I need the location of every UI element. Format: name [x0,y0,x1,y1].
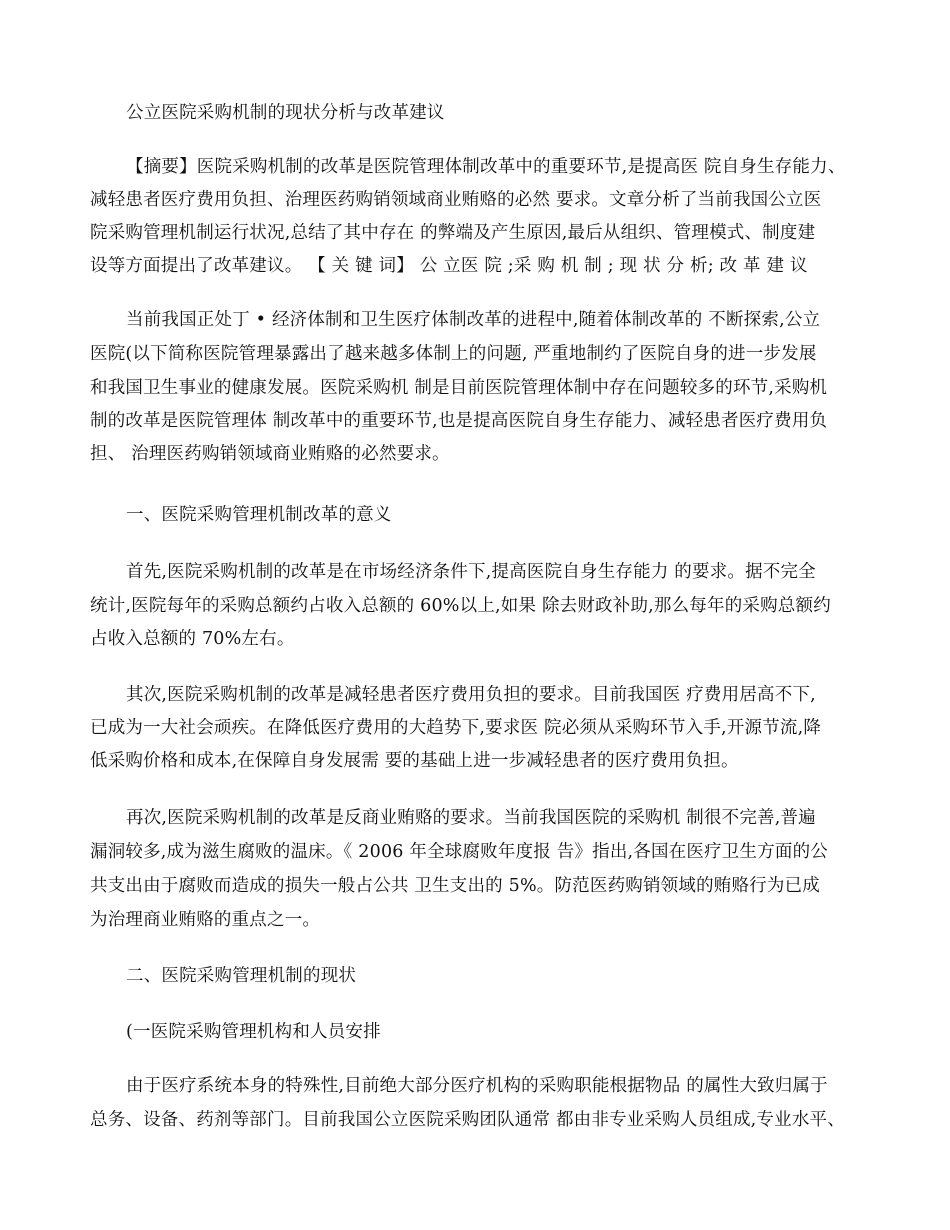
abstract-line: 【摘要】医院采购机制的改革是医院管理体制改革中的重要环节,是提高医 院自身生存能力、 [126,157,846,177]
section-heading: 二、医院采购管理机制的现状 [126,966,357,986]
paragraph-line: 首先,医院采购机制的改革是在市场经济条件下,提高医院自身生存能力 的要求。据不完全 [126,562,816,582]
paragraph-line: 漏洞较多,成为滋生腐败的温床。《 2006 年全球腐败年度报 告》指出,各国在医疗卫生方面的公 [90,842,828,862]
paragraph-line: 总务、设备、药剂等部门。目前我国公立医院采购团队通常 都由非专业采购人员组成,专业水平、 [90,1110,845,1130]
abstract-line: 减轻患者医疗费用负担、治理医药购销领域商业贿赂的必然 要求。文章分析了当前我国公立医 [90,190,822,210]
intro-line: 医院(以下简称医院管理暴露出了越来越多体制上的问题, 严重地制约了医院自身的进一步发展 [90,344,817,364]
paragraph-line: 占收入总额的 70%左右。 [90,629,295,649]
abstract-line: 院采购管理机制运行状况,总结了其中存在 的弊端及产生原因,最后从组织、管理模式、制度建 [90,223,816,243]
paragraph-line: 由于医疗系统本身的特殊性,目前绝大部分医疗机构的采购职能根据物品 的属性大致归属于 [126,1076,828,1096]
paragraph-line: 共支出由于腐败而造成的损失一般占公共 卫生支出的 5%。防范医药购销领域的贿赂行为已成 [90,876,820,896]
intro-line: 当前我国正处丁 • 经济体制和卫生医疗体制改革的进程中,随着体制改革的 不断探索,公立 [126,310,821,330]
paragraph-line: 低采购价格和成本,在保障自身发展需 要的基础上进一步减轻患者的医疗费用负担。 [90,751,739,771]
paragraph-line: 其次,医院采购机制的改革是减轻患者医疗费用负担的要求。目前我国医 疗费用居高不下, [126,685,816,705]
paragraph-line: 统计,医院每年的采购总额约占收入总额的 60%以上,如果 除去财政补助,那么每年的采购总额约 [90,596,831,616]
document-title: 公立医院采购机制的现状分析与改革建议 [126,103,445,123]
paragraph-line: 已成为一大社会顽疾。在降低医疗费用的大趋势下,要求医 院必须从采购环节入手,开源节流,降 [90,718,822,738]
section-heading: 一、医院采购管理机制改革的意义 [126,505,392,525]
subsection-heading: (一医院采购管理机构和人员安排 [126,1022,381,1042]
paragraph-line: 再次,医院采购机制的改革是反商业贿赂的要求。当前我国医院的采购机 制很不完善,普遍 [126,808,816,828]
abstract-line: 设等方面提出了改革建议。 【 关 键 词】 公 立医 院 ;采 购 机 制 ; 现 状 分 析; 改 革 建 议 [90,256,808,276]
intro-line: 制的改革是医院管理体 制改革中的重要环节,也是提高医院自身生存能力、减轻患者医疗费用负 [90,411,828,431]
paragraph-line: 为治理商业贿赂的重点之一。 [90,910,321,930]
intro-line: 担、 治理医药购销领域商业贿赂的必然要求。 [90,444,450,464]
intro-line: 和我国卫生事业的健康发展。医院采购机 制是目前医院管理体制中存在问题较多的环节,采购机 [90,378,828,398]
